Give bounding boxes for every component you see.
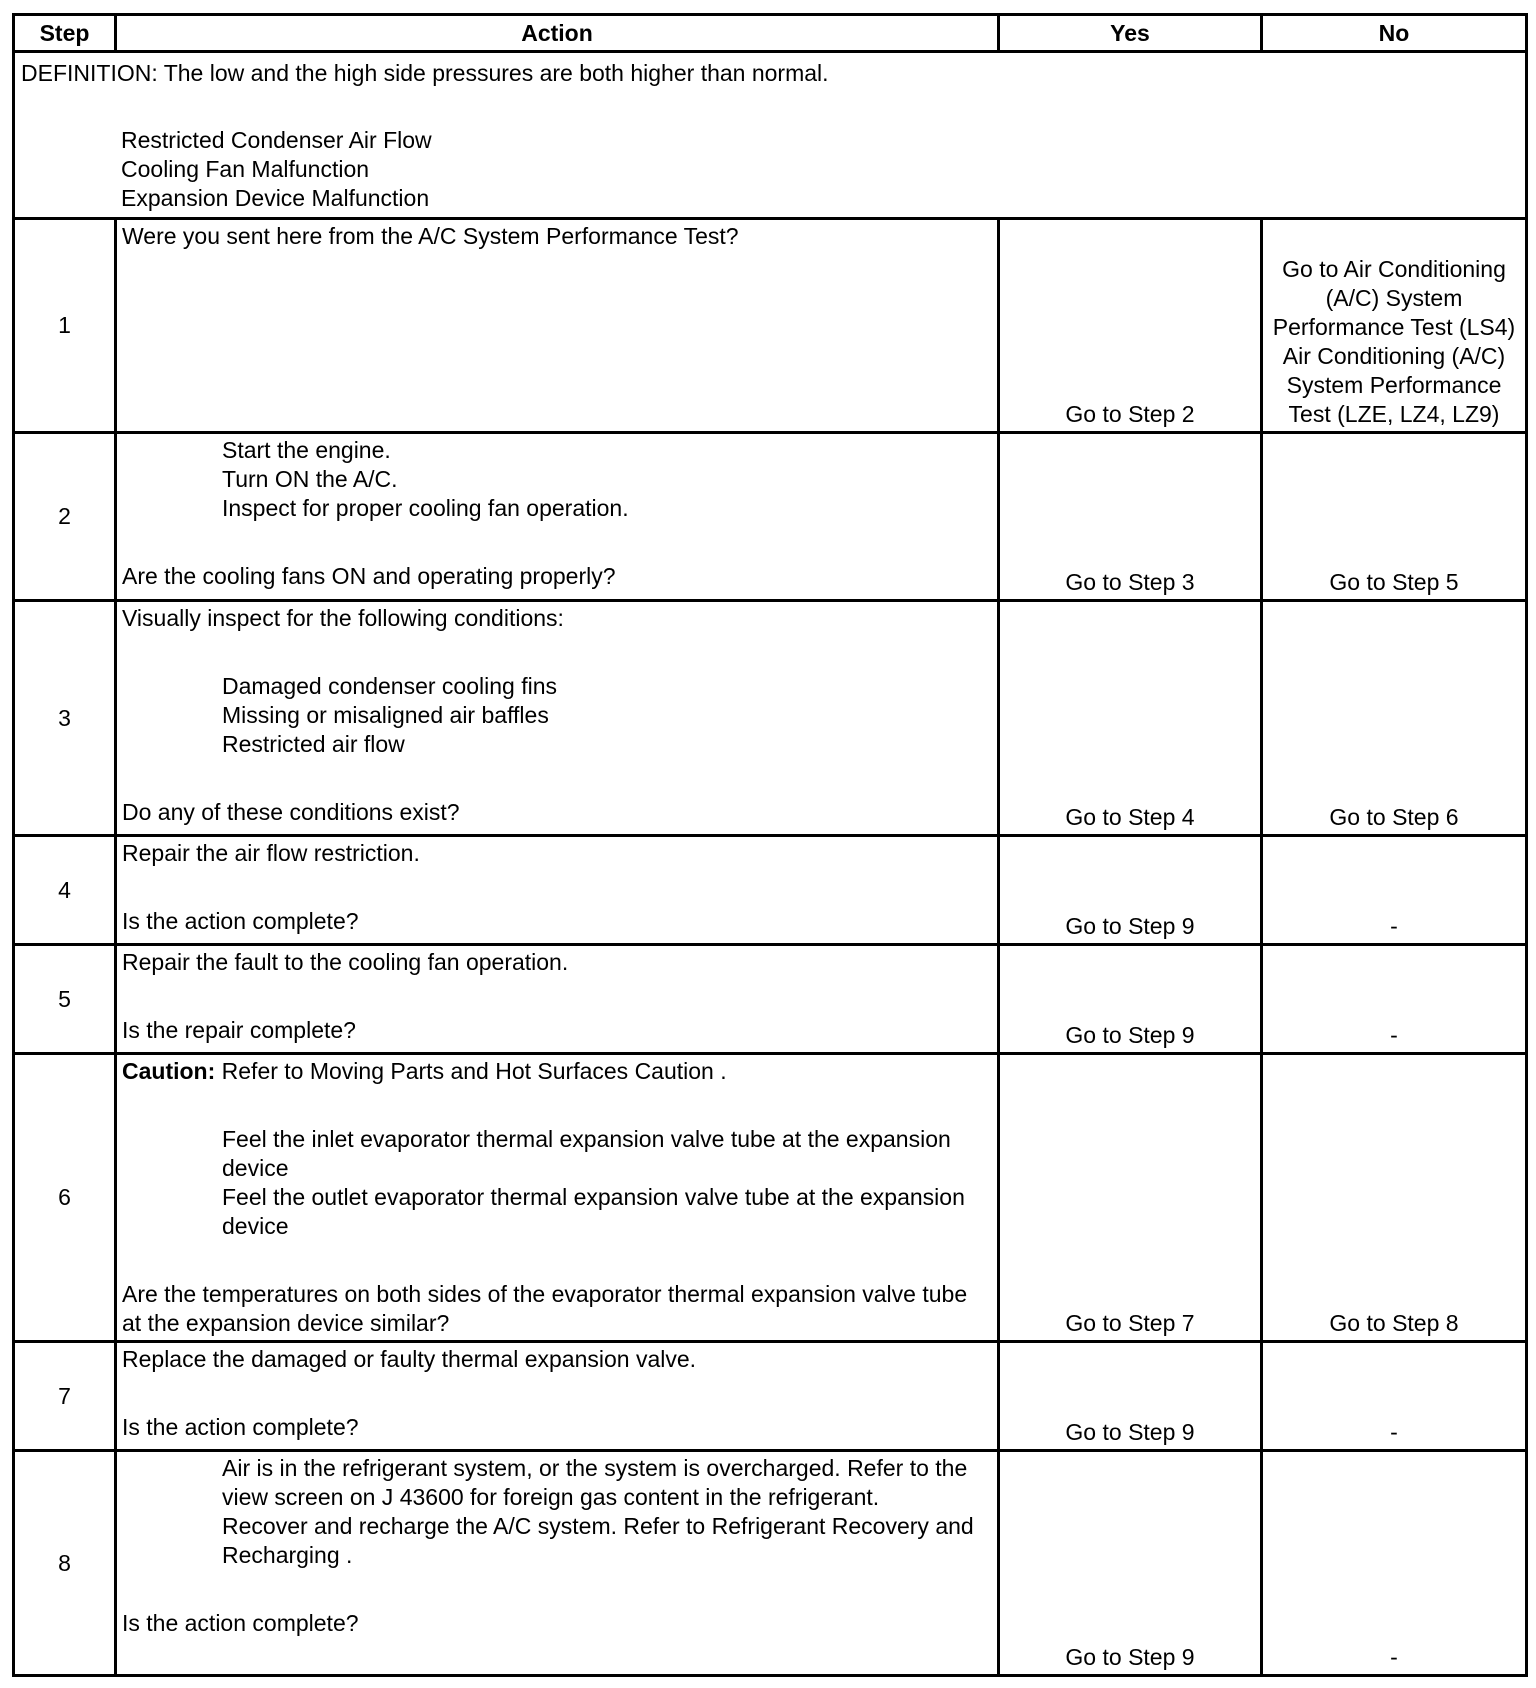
action-intro: Replace the damaged or faulty thermal expansion valve. <box>122 1346 697 1372</box>
step-number: 4 <box>14 836 116 945</box>
definition-item: Expansion Device Malfunction <box>121 185 430 211</box>
definition-item: Restricted Condenser Air Flow <box>121 127 432 153</box>
action-question: Are the temperatures on both sides of the evaporator thermal expansion valve tube at the expansion device similar? <box>122 1281 968 1336</box>
step-row-4 <box>14 836 1527 945</box>
action-item: Damaged condenser cooling fins <box>222 673 557 699</box>
step-number: 3 <box>14 601 116 836</box>
no-link[interactable]: Go to Step 8 <box>1262 1054 1527 1342</box>
action-intro: Were you sent here from the A/C System Performance Test? <box>122 223 739 249</box>
yes-link[interactable]: Go to Step 9 <box>999 1451 1262 1676</box>
no-value: - <box>1262 945 1527 1054</box>
action-intro: Repair the air flow restriction. <box>122 840 420 866</box>
step-number: 1 <box>14 219 116 433</box>
header-action: Action <box>116 15 999 52</box>
step-row-2 <box>14 433 1527 601</box>
action-intro: Repair the fault to the cooling fan operation. <box>122 949 569 975</box>
action-cell <box>116 1054 999 1342</box>
no-link[interactable]: Go to Step 6 <box>1262 601 1527 836</box>
action-intro: Visually inspect for the following conditions: <box>122 605 564 631</box>
step-row-8 <box>14 1451 1527 1676</box>
definition-text: DEFINITION: The low and the high side pressures are both higher than normal. <box>21 60 829 86</box>
action-question: Are the cooling fans ON and operating properly? <box>122 563 616 589</box>
definition-item: Cooling Fan Malfunction <box>121 156 370 182</box>
action-item: Turn ON the A/C. <box>222 466 398 492</box>
header-yes: Yes <box>999 15 1262 52</box>
header-no: No <box>1262 15 1527 52</box>
action-cell <box>116 219 999 433</box>
diagnostic-table <box>12 13 1528 1677</box>
yes-link[interactable]: Go to Step 3 <box>999 433 1262 601</box>
action-cell <box>116 945 999 1054</box>
yes-link[interactable]: Go to Step 9 <box>999 945 1262 1054</box>
step-row-3 <box>14 601 1527 836</box>
no-value: - <box>1262 836 1527 945</box>
action-item: Missing or misaligned air baffles <box>222 702 549 728</box>
yes-link[interactable]: Go to Step 9 <box>999 1342 1262 1451</box>
yes-link[interactable]: Go to Step 4 <box>999 601 1262 836</box>
step-row-6 <box>14 1054 1527 1342</box>
definition-row <box>14 52 1527 219</box>
step-number: 7 <box>14 1342 116 1451</box>
step-row-7 <box>14 1342 1527 1451</box>
action-item: Start the engine. <box>222 437 391 463</box>
caution-text: Refer to Moving Parts and Hot Surfaces Caution . <box>215 1058 727 1084</box>
action-item: Air is in the refrigerant system, or the system is overcharged. Refer to the view screen on J 43600 for foreign gas content in the refrigerant. <box>222 1455 968 1510</box>
diagnostic-table-wrapper <box>12 13 1525 1677</box>
step-row-5 <box>14 945 1527 1054</box>
action-question: Is the action complete? <box>122 1610 359 1636</box>
action-cell <box>116 1451 999 1676</box>
action-item: Recover and recharge the A/C system. Refer to Refrigerant Recovery and Recharging . <box>222 1513 974 1568</box>
step-number: 6 <box>14 1054 116 1342</box>
definition-cell <box>14 52 1527 219</box>
action-question: Do any of these conditions exist? <box>122 799 460 825</box>
step-row-1 <box>14 219 1527 433</box>
action-cell <box>116 1342 999 1451</box>
action-question: Is the action complete? <box>122 1414 359 1440</box>
action-question: Is the action complete? <box>122 908 359 934</box>
step-number: 2 <box>14 433 116 601</box>
action-item: Inspect for proper cooling fan operation. <box>222 495 629 521</box>
no-value: - <box>1262 1342 1527 1451</box>
step-number: 5 <box>14 945 116 1054</box>
header-step: Step <box>14 15 116 52</box>
yes-link[interactable]: Go to Step 9 <box>999 836 1262 945</box>
step-number: 8 <box>14 1451 116 1676</box>
caution-line <box>122 1057 992 1086</box>
action-question: Is the repair complete? <box>122 1017 356 1043</box>
no-value: - <box>1262 1451 1527 1676</box>
caution-label: Caution: <box>122 1058 216 1084</box>
header-row <box>14 15 1527 52</box>
no-link[interactable]: Go to Air Conditioning (A/C) System Performance Test (LS4) Air Conditioning (A/C) System Performance Test (LZE, LZ4, LZ9) <box>1262 219 1527 433</box>
action-item: Restricted air flow <box>222 731 405 757</box>
yes-link[interactable]: Go to Step 2 <box>999 219 1262 433</box>
action-cell <box>116 433 999 601</box>
action-cell <box>116 601 999 836</box>
action-item: Feel the inlet evaporator thermal expansion valve tube at the expansion device <box>222 1126 951 1181</box>
action-item: Feel the outlet evaporator thermal expansion valve tube at the expansion device <box>222 1184 965 1239</box>
action-cell <box>116 836 999 945</box>
no-link[interactable]: Go to Step 5 <box>1262 433 1527 601</box>
yes-link[interactable]: Go to Step 7 <box>999 1054 1262 1342</box>
